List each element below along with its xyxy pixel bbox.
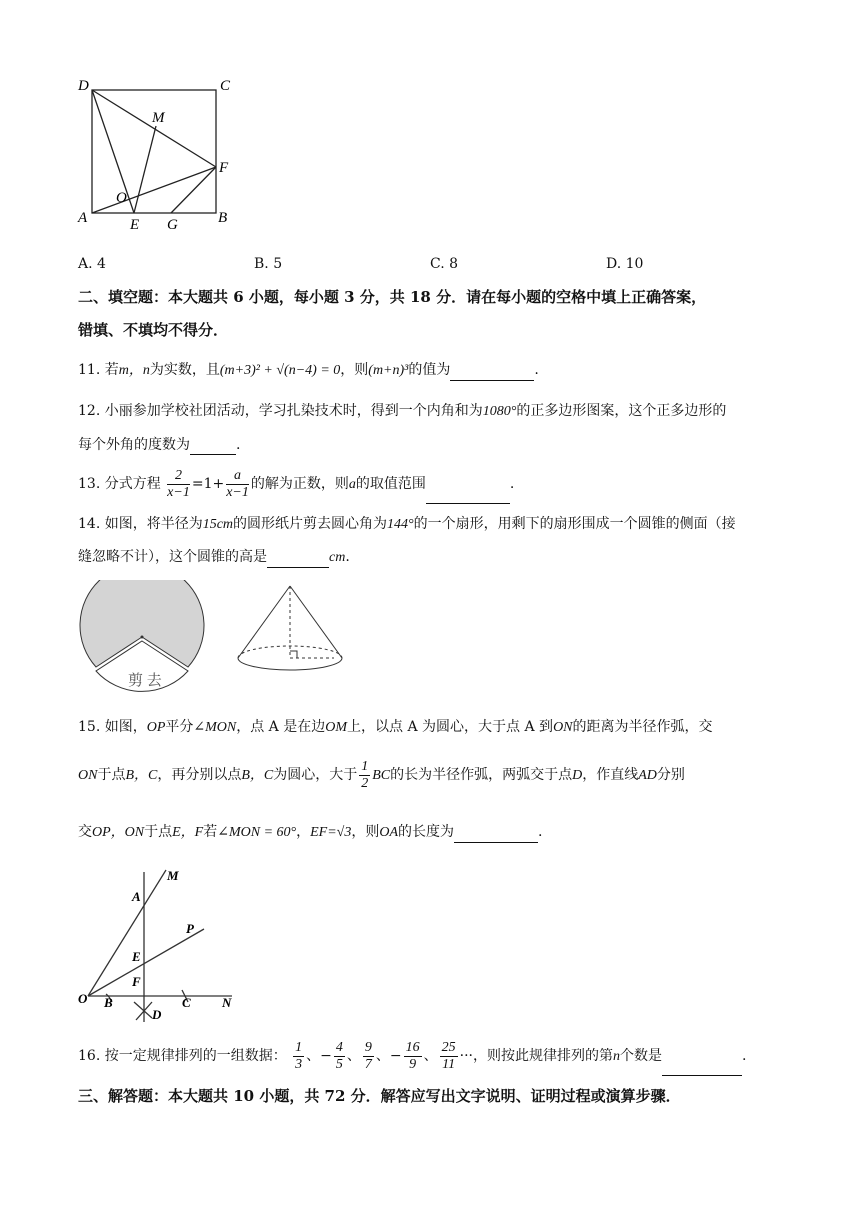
label-m: M (167, 868, 179, 883)
section2-heading-line2: 错填、不填均不得分． (78, 321, 229, 339)
label-e: E (132, 949, 141, 964)
label-n: N (222, 995, 232, 1010)
question-15-line1: 15. 如图，OP平分∠MON，点 A 是在边OM上，以点 A 为圆心，大于点 A 到ON的距离为半径作弧，交 (78, 719, 713, 735)
question-15-line3: 交OP，ON于点E，F若∠MON = 60°，EF=√3，则OA的长度为 . (78, 822, 542, 843)
label-c: C (182, 995, 191, 1010)
figure-square (70, 70, 250, 240)
question-14-line2: 缝忽略不计），这个圆锥的高是 cm. (78, 547, 350, 568)
label-a: A (132, 889, 141, 904)
question-15-line2: ON于点B，C，再分别以点B，C为圆心，大于 $\frac{1}{2}$ BC的长为半径作弧，两弧交于点D，作直线AD分别 (78, 758, 685, 791)
question-11: 11. 若m，n为实数，且(m+3)² + √(n−4) = 0，则(m+n)³的值为 . (78, 360, 539, 381)
label-o: O (116, 190, 127, 206)
label-f: F (132, 974, 141, 989)
answer-blank-13 (426, 489, 510, 504)
section3-heading: 三、解答题：本大题共 10 小题，共 72 分．解答应写出文字说明、证明过程或演算步骤． (78, 1087, 681, 1105)
option-b: B. 5 (254, 256, 283, 272)
cut-away-label: 剪 去 (128, 673, 162, 689)
question-16: 16. 按一定规律排列的一组数据： $\frac{1}{3}$ 、− $\frac{4}{5}$ 、 $\frac{9}{7}$ 、− $\frac{16}{9}$ 、 $\frac{25}{11}$ ···，则按此规律排列的第n个数是 . (78, 1037, 746, 1076)
label-g: G (167, 217, 178, 233)
label-p: P (186, 921, 194, 936)
answer-blank-15 (454, 828, 538, 843)
label-o: O (78, 991, 88, 1006)
label-c: C (220, 78, 231, 94)
label-d: D (78, 78, 89, 94)
label-e: E (130, 217, 140, 233)
option-d: D. 10 (606, 256, 644, 272)
question-14-line1: 14. 如图，将半径为15cm的圆形纸片剪去圆心角为144°的一个扇形，用剩下的扇形围成一个圆锥的侧面（接 (78, 516, 736, 532)
label-a: A (78, 210, 88, 226)
answer-blank-16 (662, 1061, 742, 1076)
figure-angle-bisector (72, 862, 252, 1026)
answer-blank-14 (267, 553, 329, 568)
answer-blank-12 (190, 440, 236, 455)
question-12-line2: 每个外角的度数为 . (78, 437, 241, 453)
label-f: F (219, 160, 229, 176)
section2-heading-line1: 二、填空题：本大题共 6 小题，每小题 3 分，共 18 分．请在每小题的空格中填上正确答案， (78, 288, 707, 306)
answer-blank-11 (450, 366, 534, 381)
label-b: B (104, 995, 113, 1010)
figure-sector-cone (72, 580, 362, 710)
label-m: M (152, 110, 165, 126)
question-13: 13. 分式方程 $\frac{2}{x-1}$ =1+ $\frac{a}{x-1}$ 的解为正数，则a的取值范围 . (78, 465, 514, 504)
question-12-line1: 12. 小丽参加学校社团活动，学习扎染技术时，得到一个内角和为1080°的正多边形图案，这个正多边形的 (78, 403, 727, 419)
label-d: D (152, 1007, 162, 1022)
option-c: C. 8 (430, 256, 459, 272)
label-b: B (218, 210, 228, 226)
option-a: A. 4 (78, 256, 106, 272)
